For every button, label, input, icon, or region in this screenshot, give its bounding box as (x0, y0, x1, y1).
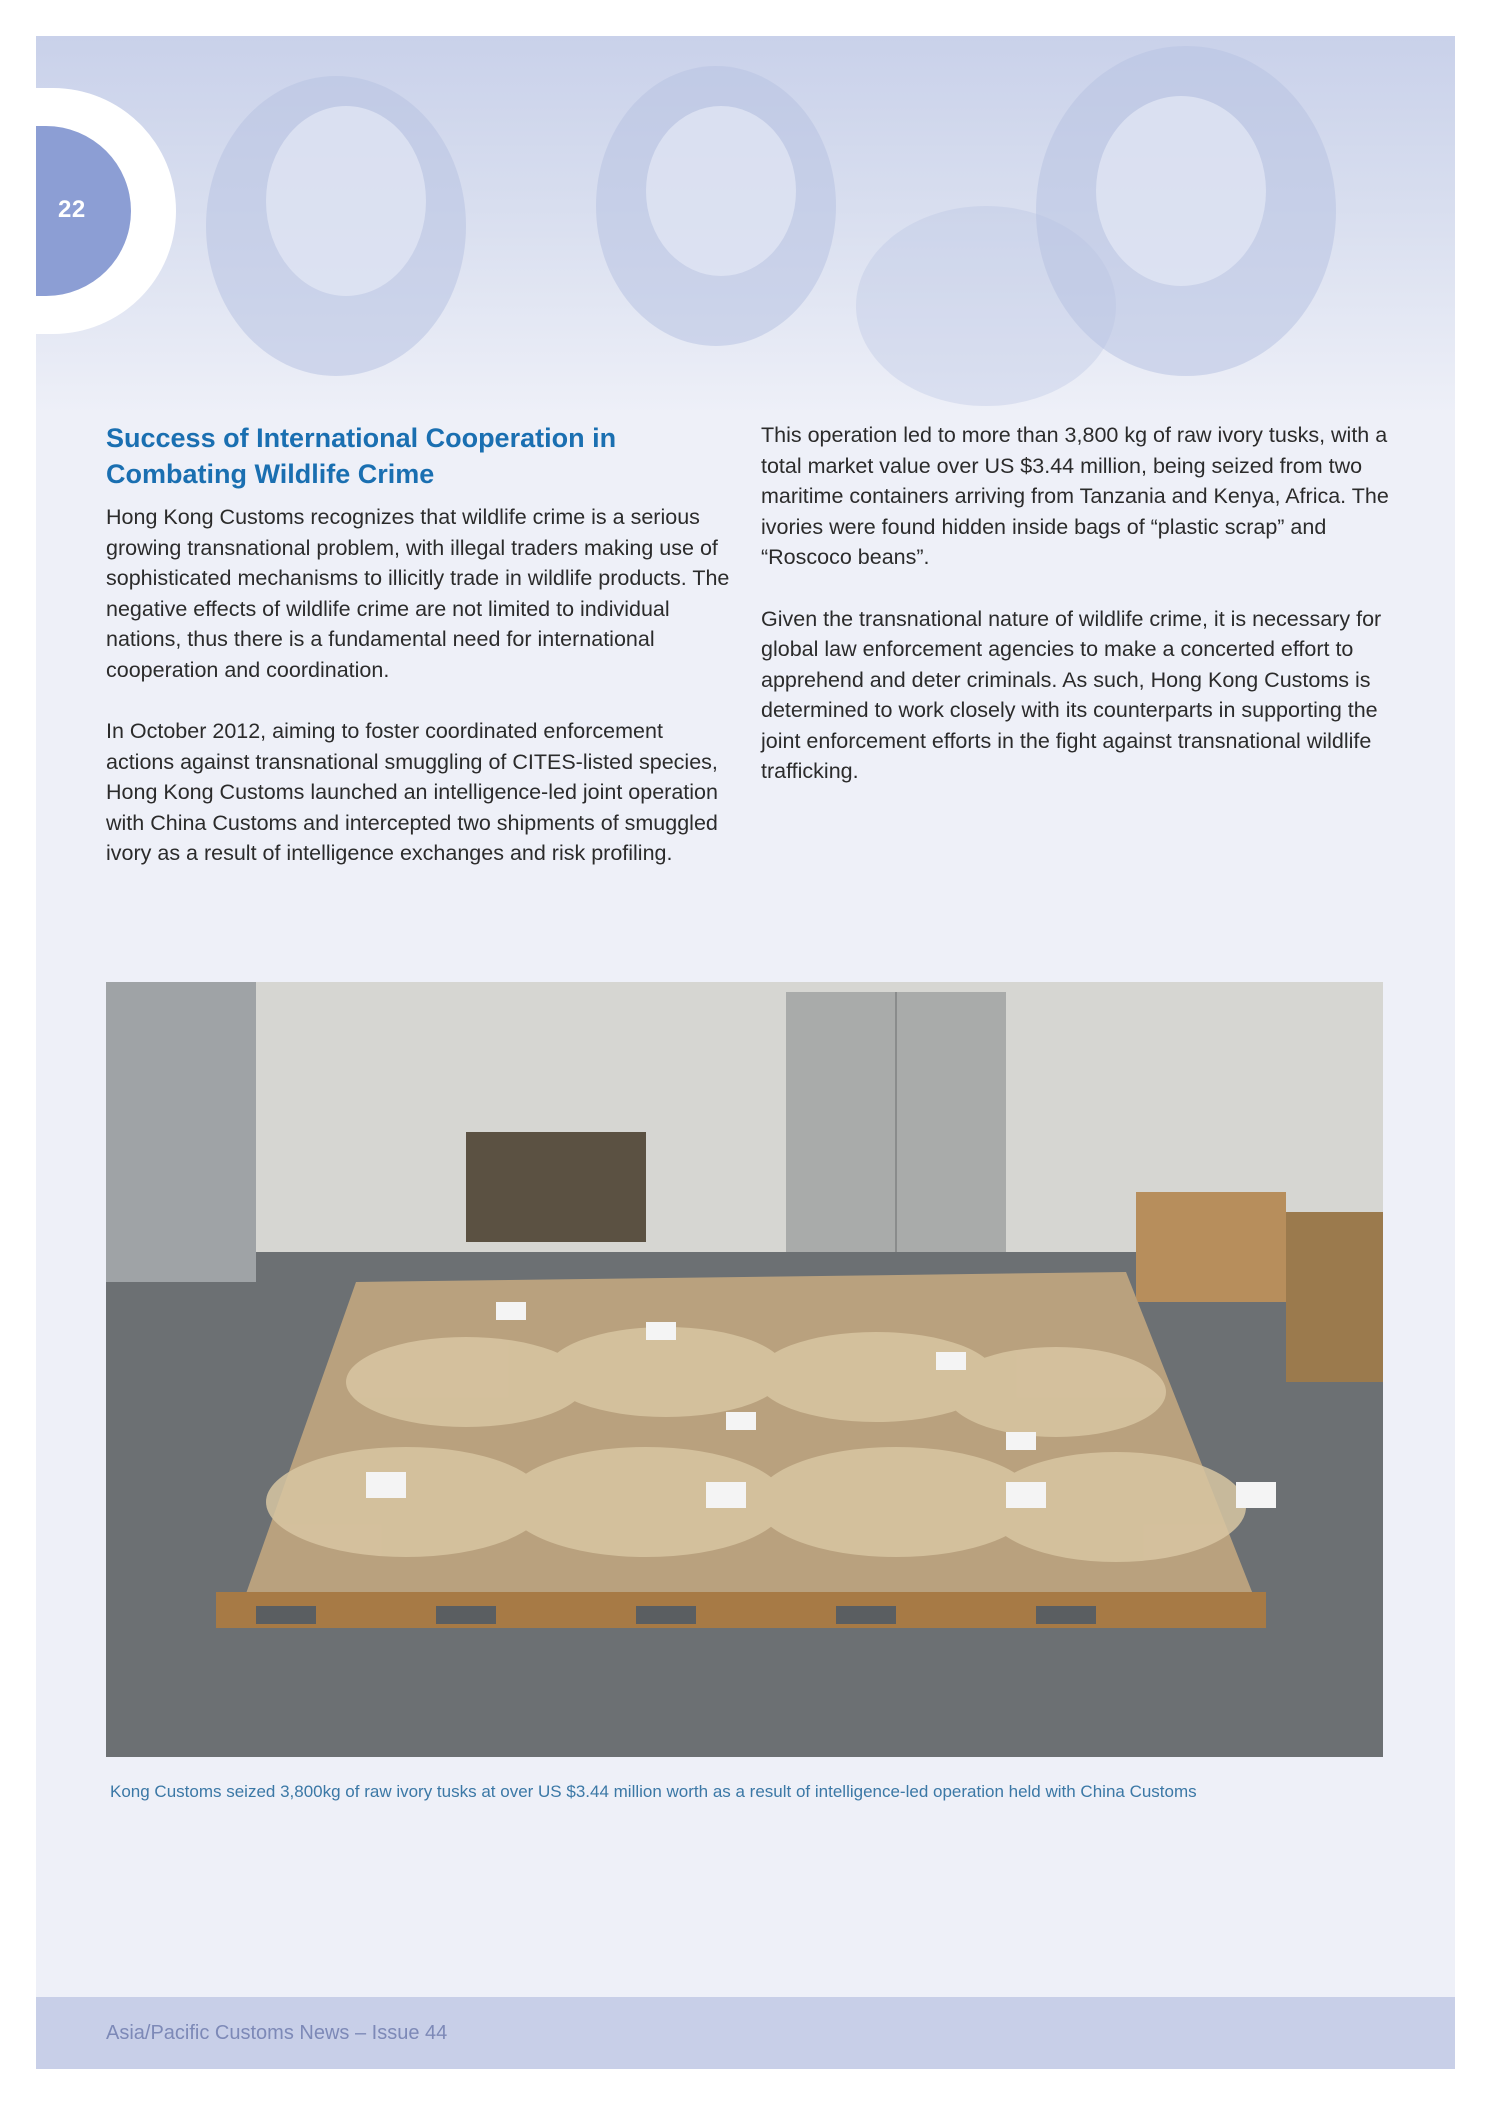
magazine-page (36, 36, 1455, 2069)
paragraph-operation: In October 2012, aiming to foster coordinated enforcement actions against transnational smuggling of CITES-listed species, Hong Kong Customs launched an intelligence-led joint operation with China Customs and intercepted two shipments of smuggled ivory as a result of intelligence exchanges and risk profiling. (106, 719, 718, 865)
ivory-seizure-photo (106, 982, 1383, 1757)
article-title: Success of International Cooperation in Combating Wildlife Crime (106, 423, 617, 489)
right-column (761, 420, 1391, 818)
page-number: 22 (58, 196, 86, 223)
photo-caption: Kong Customs seized 3,800kg of raw ivory tusks at over US $3.44 million worth as a result of intelligence-led operation held with China Customs (110, 1782, 1197, 1801)
paragraph-intro: Hong Kong Customs recognizes that wildlife crime is a serious growing transnational problem, with illegal traders making use of sophisticated mechanisms to illicitly trade in wildlife products. The negative effects of wildlife crime are not limited to individual nations, thus there is a fundamental need for international cooperation and coordination. (106, 505, 730, 682)
left-column (106, 502, 736, 900)
header-background-image (36, 36, 1455, 416)
paragraph-seizure: This operation led to more than 3,800 kg of raw ivory tusks, with a total market value over US $3.44 million, being seized from two maritime containers arriving from Tanzania and Kenya, Africa. The ivories were found hidden inside bags of “plastic scrap” and “Roscoco beans”. (761, 423, 1389, 569)
footer-publication: Asia/Pacific Customs News – Issue 44 (106, 2022, 448, 2044)
paragraph-conclusion: Given the transnational nature of wildlife crime, it is necessary for global law enforcement agencies to make a concerted effort to apprehend and deter criminals. As such, Hong Kong Customs is determined to work closely with its counterparts in supporting the joint enforcement efforts in the fight against transnational wildlife trafficking. (761, 606, 1382, 783)
